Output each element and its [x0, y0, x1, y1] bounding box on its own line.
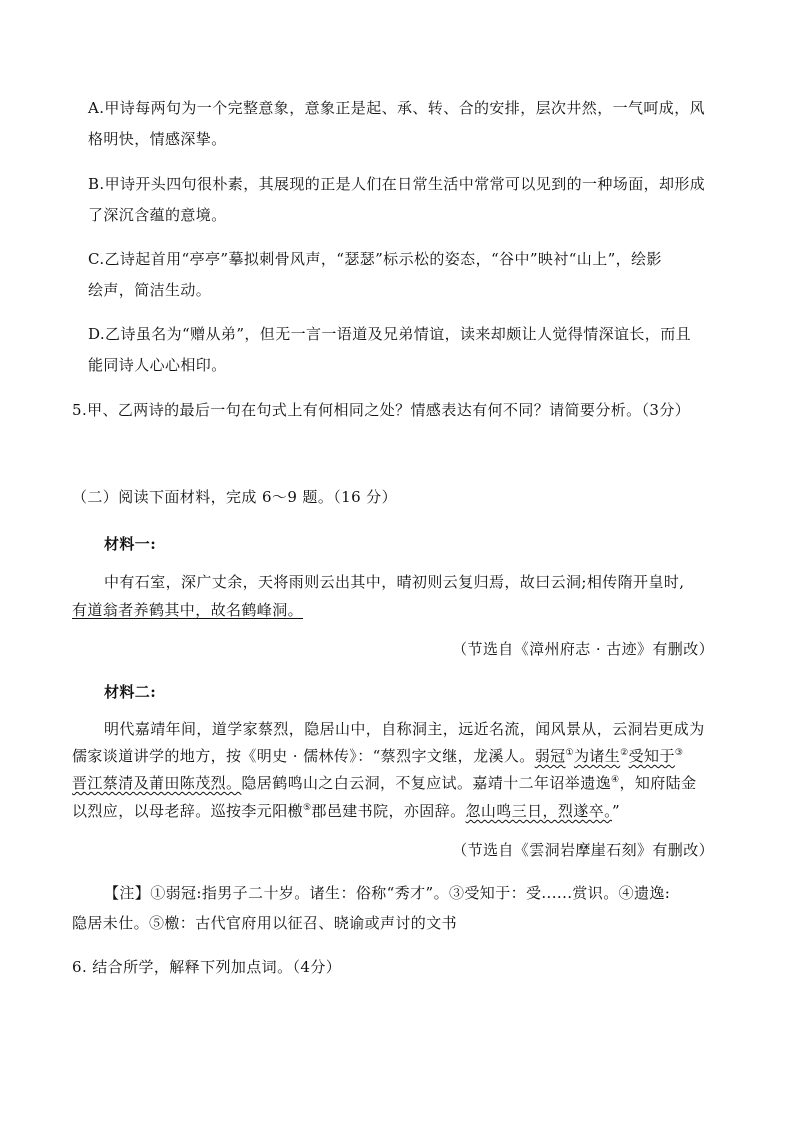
material-2-line3-text: 隐居鹤鸣山之白云洞，不复应试。嘉靖十二年诏举遗逸 — [241, 774, 612, 792]
material-2-line1: 明代嘉靖年间，道学家蔡烈，隐居山中，自称洞主，远近名流，闻风景从，云洞岩更成为 — [104, 720, 705, 738]
material-2-line4 — [72, 802, 620, 820]
material-1-source: （节选自《漳州府志 · 古迹》有删改） — [452, 640, 714, 658]
material-1-label: 材料一: — [104, 535, 157, 553]
q4-option-b-line2: 了深沉含蕴的意境。 — [88, 206, 227, 224]
underlined-phrase-ruoguan: 弱冠 — [534, 747, 566, 765]
q4-option-c-line1: C.乙诗起首用“亭亭”摹拟刺骨风声，“瑟瑟”标示松的姿态，“谷中”映衬“山上”，绘影 — [88, 250, 662, 268]
material-2-label: 材料二: — [104, 683, 157, 701]
underlined-phrase-jinjiang: 晋江蔡清及莆田陈茂烈。 — [72, 774, 242, 792]
material-2-source: （节选自《雲洞岩摩崖石刻》有删改） — [452, 841, 714, 859]
question-6: 6. 结合所学，解释下列加点词。（4分） — [72, 958, 342, 976]
note-marker-4: ④ — [611, 775, 620, 785]
material-2-line3 — [72, 774, 697, 792]
q4-option-a-line1: A.甲诗每两句为一个完整意象，意象正是起、承、转、合的安排，层次井然，一气呵成，风 — [88, 99, 706, 117]
material-2-line4-mid: 郡邑建书院，亦固辞。 — [311, 802, 466, 820]
material-2-line4-text: 以烈应，以母老辞。巡按李元阳檄 — [72, 802, 304, 820]
note-marker-1: ① — [565, 748, 574, 758]
q4-option-a-line2: 格明快，情感深挚。 — [88, 130, 227, 148]
q4-option-b-line1: B.甲诗开头四句很朴素，其展现的正是人们在日常生活中常常可以见到的一种场面，却形成 — [88, 175, 706, 193]
material-2-line2 — [72, 747, 683, 765]
question-5: 5.甲、乙两诗的最后一句在句式上有何相同之处？情感表达有何不同？请简要分析。（3分） — [72, 401, 691, 419]
material-2-line2-text: 儒家谈道讲学的地方，按《明史 · 儒林传》：“蔡烈字文继，龙溪人。 — [72, 747, 535, 765]
material-1-line2: 有道翁者养鹤其中，故名鹤峰洞。 — [72, 601, 304, 619]
q4-option-d-line2: 能同诗人心心相印。 — [88, 356, 227, 374]
notes-line1: 【注】①弱冠:指男子二十岁。诸生：俗称“秀才”。③受知于：受......赏识。④遗逸: — [104, 884, 671, 902]
closing-quote: ” — [612, 802, 621, 820]
q4-option-d-line1: D.乙诗虽名为“赠从弟”，但无一言一语道及兄弟情谊，读来却颇让人觉得情深谊长，而且 — [88, 325, 692, 343]
underlined-phrase-shouzhiyu: 受知于 — [628, 747, 675, 765]
notes-line2: 隐居未仕。⑤檄：古代官府用以征召、晓谕或声讨的文书 — [72, 914, 458, 932]
q4-option-c-line2: 绘声，简洁生动。 — [88, 281, 212, 299]
note-marker-3: ③ — [674, 748, 684, 758]
material-2-line3-end: ，知府陆金 — [619, 774, 697, 792]
underlined-phrase-zhusheng: 为诸生 — [573, 747, 621, 765]
material-1-line1: 中有石室，深广丈余，天将雨则云出其中，晴初则云复归焉，故曰云洞;相传隋开皇时, — [104, 573, 685, 591]
note-marker-2: ② — [620, 748, 629, 758]
note-marker-5: ⑤ — [303, 803, 312, 813]
section-2-heading: （二）阅读下面材料，完成 6～9 题。（16 分） — [72, 488, 397, 506]
underlined-phrase-shanming: 忽山鸣三日，烈遂卒。 — [465, 802, 613, 820]
